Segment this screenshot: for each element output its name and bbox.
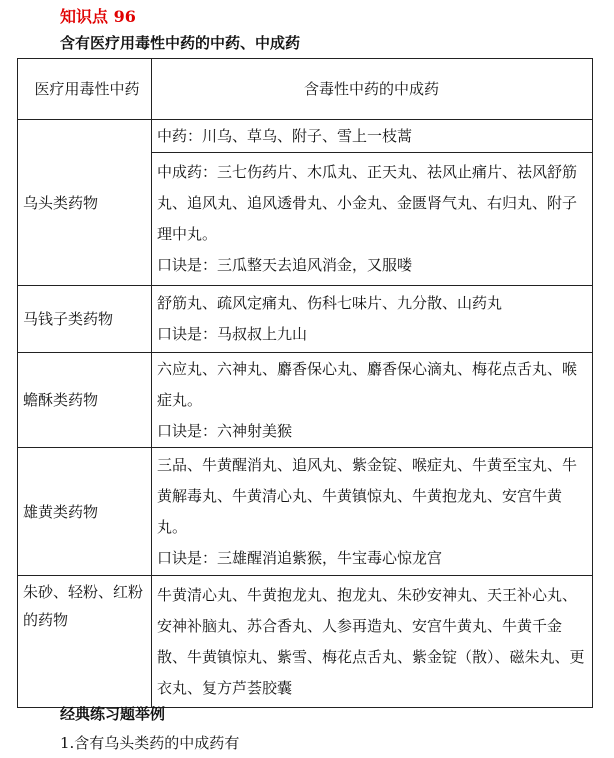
content-line: 舒筋丸、疏风定痛丸、伤科七味片、九分散、山药丸 <box>157 294 503 312</box>
header-left: 医疗用毒性中药 <box>18 59 152 120</box>
table-header-row <box>18 59 593 120</box>
category-cell: 蟾酥类药物 <box>18 353 152 448</box>
table-row <box>18 353 593 448</box>
mnemonic-line: 口诀是：六神射美猴 <box>157 421 293 440</box>
content-line: 牛黄清心丸、牛黄抱龙丸、抱龙丸、朱砂安神丸、天王补心丸、安神补脑丸、苏合香丸、人参再造丸、安宫牛黄丸、牛黄千金散、牛黄镇惊丸、紫雪、梅花点舌丸、紫金锭（散）、磁朱丸、更衣丸、复方芦荟胶囊 <box>157 585 585 697</box>
content-cell <box>152 576 593 708</box>
category-cell: 乌头类药物 <box>18 120 152 286</box>
content-cell <box>152 353 593 448</box>
category-cell: 马钱子类药物 <box>18 286 152 353</box>
content-line: 三品、牛黄醒消丸、追风丸、紫金锭、喉症丸、牛黄至宝丸、牛黄解毒丸、牛黄清心丸、牛黄镇惊丸、牛黄抱龙丸、安宫牛黄丸。 <box>157 455 578 536</box>
table-row <box>18 576 593 708</box>
page-subtitle: 含有医疗用毒性中药的中药、中成药 <box>60 34 301 52</box>
content-cell <box>152 153 593 286</box>
content-cell <box>152 448 593 576</box>
mnemonic-line: 口诀是：马叔叔上九山 <box>157 325 308 343</box>
header-right: 含毒性中药的中成药 <box>152 59 593 120</box>
content-line: 中成药：三七伤药片、木瓜丸、正天丸、祛风止痛片、祛风舒筋丸、追风丸、追风透骨丸、小金丸、金匮肾气丸、右归丸、附子理中丸。 <box>157 163 578 243</box>
toxic-medicine-table <box>17 58 593 708</box>
content-line: 六应丸、六神丸、麝香保心丸、麝香保心滴丸、梅花点舌丸、喉症丸。 <box>157 359 578 409</box>
mnemonic-line: 口诀是：三雄醒消追紫猴，牛宝毒心惊龙宫 <box>157 548 443 567</box>
exercise-section-title: 经典练习题举例 <box>60 705 166 723</box>
category-cell: 朱砂、轻粉、红粉的药物 <box>18 576 152 708</box>
exercise-question: 1.含有乌头类药的中成药有 <box>60 734 240 752</box>
mnemonic-line: 口诀是：三瓜整天去追风消金，又服喽 <box>157 256 413 274</box>
table-row <box>18 448 593 576</box>
content-cell <box>152 286 593 353</box>
content-cell: 中药：川乌、草乌、附子、雪上一枝蒿 <box>152 120 593 153</box>
section-heading: 知识点 96 <box>60 7 136 26</box>
category-cell: 雄黄类药物 <box>18 448 152 576</box>
table-row <box>18 120 593 153</box>
table-row <box>18 286 593 353</box>
